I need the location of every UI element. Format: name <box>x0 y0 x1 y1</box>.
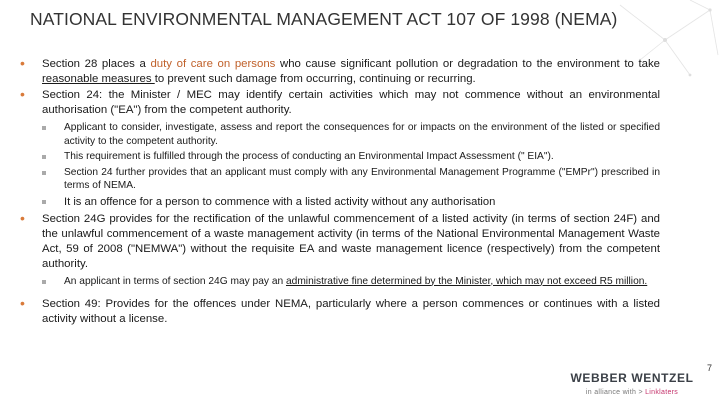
page-number: 7 <box>706 363 712 373</box>
bullet-square-icon <box>42 126 46 130</box>
reasonable-measures-underline: reasonable measures <box>42 73 155 85</box>
linklaters-brand: Linklaters <box>645 389 679 396</box>
list-item: This requirement is fulfilled through the process of conducting an Environmental Impact Assessment (" EIA"). <box>20 150 660 164</box>
bullet-dot-icon: • <box>20 295 25 311</box>
bullet-dot-icon: • <box>20 86 25 102</box>
bullet-square-icon <box>42 200 46 204</box>
bullet-section-28: • Section 28 places a duty of care on persons who cause significant pollution or degradation to the environment to take reasonable measures to prevent such damage from occurring, continuing or recurring. <box>20 55 660 85</box>
list-item: An applicant in terms of section 24G may pay an administrative fine determined by the Minister, which may not exceed R5 million. <box>20 275 660 289</box>
bullet-section-49: • Section 49: Provides for the offences under NEMA, particularly where a person commences or continues with a listed activity without a license. <box>20 295 660 325</box>
bullet-section-24: • Section 24: the Minister / MEC may identify certain activities which may not commence without an environmental authorisation ("EA") from the competent authority. <box>20 86 660 116</box>
section-24-subpoints <box>20 121 660 209</box>
bullet-square-icon <box>42 280 46 284</box>
slide-body <box>20 57 660 328</box>
list-item: It is an offence for a person to commence with a listed activity without any authorisation <box>20 195 660 209</box>
bullet-square-icon <box>42 171 46 175</box>
slide-title: NATIONAL ENVIRONMENTAL MANAGEMENT ACT 107 OF 1998 (NEMA) <box>30 9 618 29</box>
bullet-section-24g: • Section 24G provides for the rectification of the unlawful commencement of a listed activity (in terms of section 24F) and the unlawful commencement of a waste management activity (in terms of the National Environmental Management Waste Act, 59 of 2008 ("NEMWA") without the requisite EA and waste management licence (respectively) from the competent authority. <box>20 209 660 270</box>
logo-name: WEBBER WENTZEL <box>570 371 694 385</box>
fine-underline: administrative fine determined by the Minister, which may not exceed R5 million. <box>285 275 648 287</box>
duty-of-care-highlight: duty of care on persons <box>150 58 276 70</box>
bullet-square-icon <box>42 155 46 159</box>
webber-wentzel-logo <box>562 371 702 396</box>
bullet-dot-icon: • <box>20 209 25 226</box>
bullet-dot-icon: • <box>20 55 25 71</box>
section-24g-subpoints <box>20 275 660 289</box>
logo-tagline: in alliance with > Linklaters <box>585 389 679 396</box>
list-item: Applicant to consider, investigate, assess and report the consequences for or impacts on the environment of the listed or specified activity to the competent authority. <box>20 121 660 148</box>
list-item: Section 24 further provides that an applicant must comply with any Environmental Management Programme ("EMPr") prescribed in terms of NEMA. <box>20 166 660 193</box>
